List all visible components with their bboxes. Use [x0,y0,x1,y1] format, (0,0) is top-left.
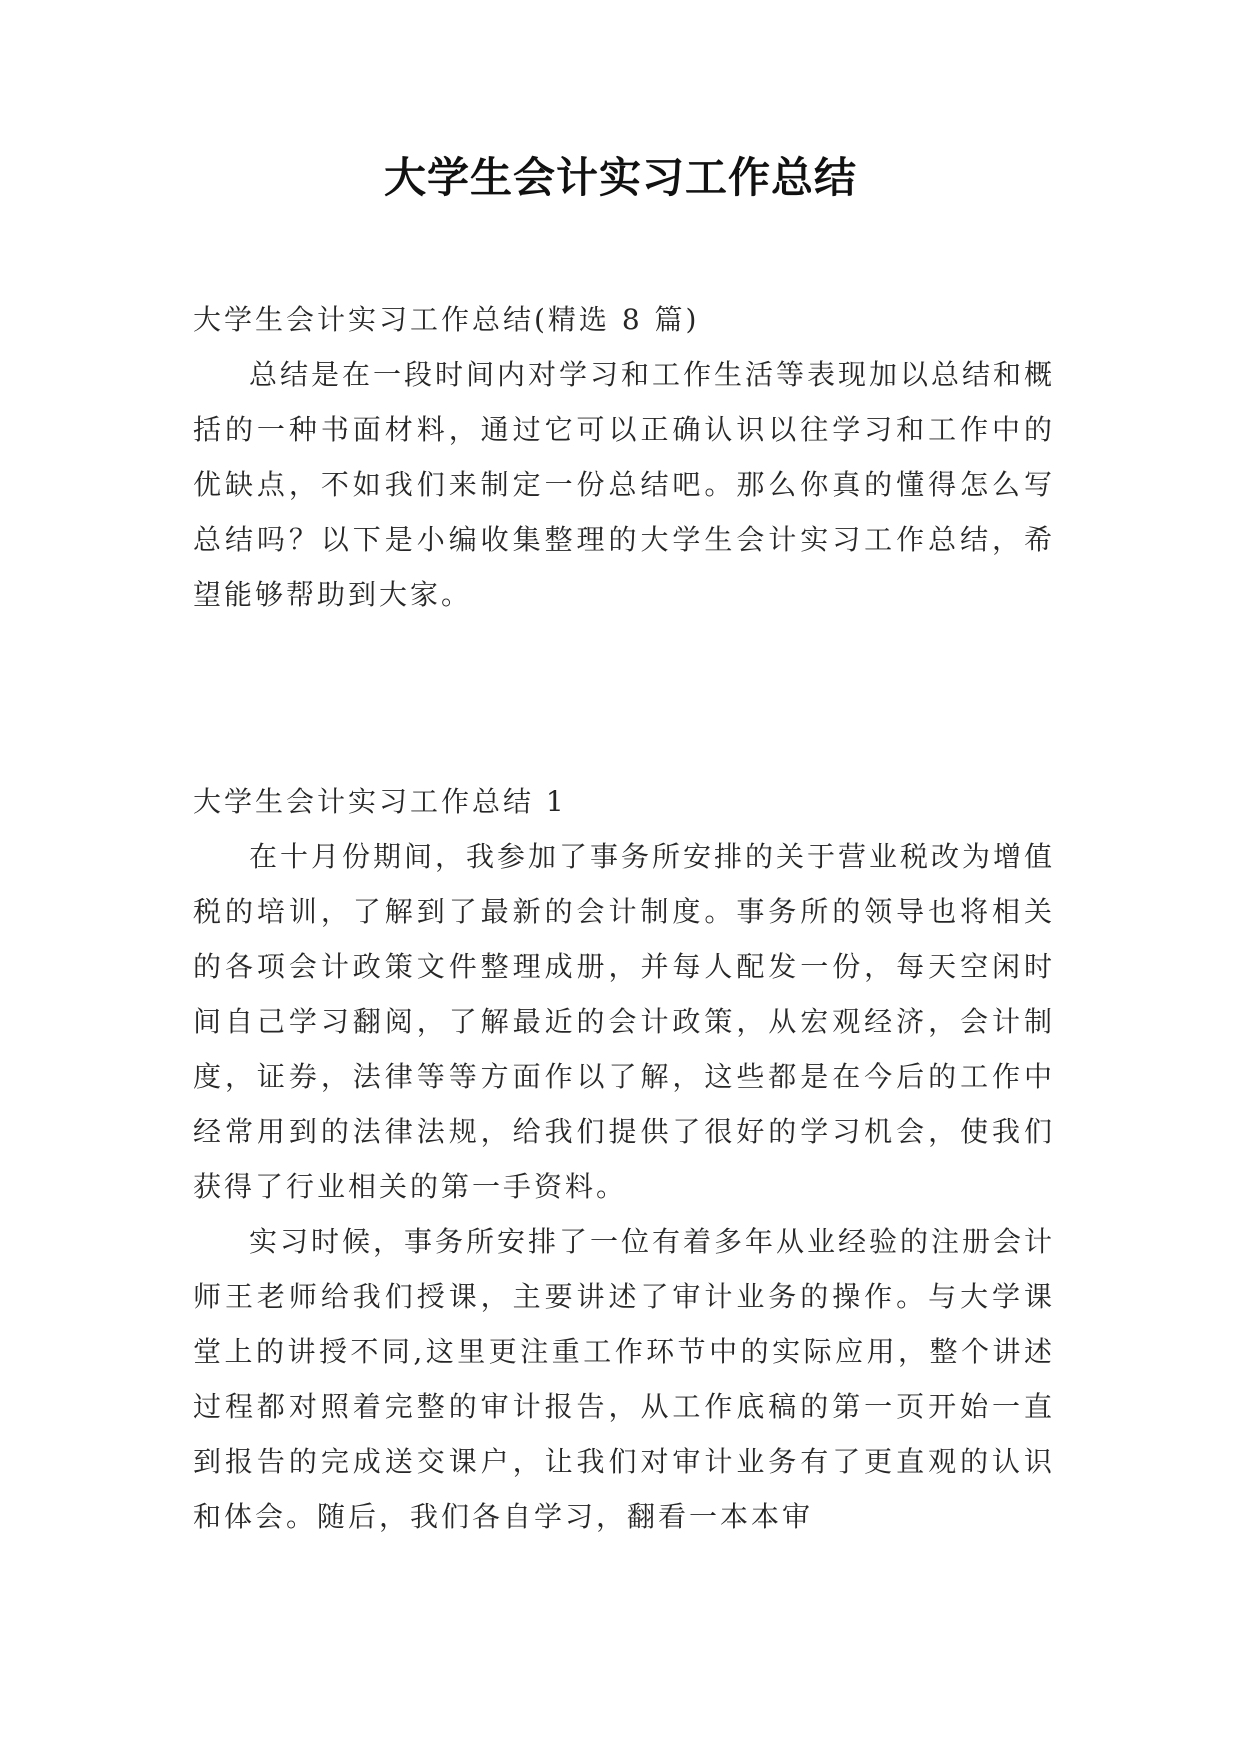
page-title: 大学生会计实习工作总结 [383,153,857,202]
intro-paragraph: 总结是在一段时间内对学习和工作生活等表现加以总结和概括的一种书面材料，通过它可以正确认识以往学习和工作中的优缺点，不如我们来制定一份总结吧。那么你真的懂得怎么写总结吗？以下是小编收集整理的大学生会计实习工作总结，希望能够帮助到大家。 [193,358,1056,611]
section-heading: 大学生会计实习工作总结 1 [193,785,567,818]
body-paragraph: 在十月份期间，我参加了事务所安排的关于营业税改为增值税的培训，了解到了最新的会计制度。事务所的领导也将相关的各项会计政策文件整理成册，并每人配发一份，每天空闲时间自己学习翻阅，了解最近的会计政策，从宏观经济，会计制度，证券，法律等等方面作以了解，这些都是在今后的工作中经常用到的法律法规，给我们提供了很好的学习机会，使我们获得了行业相关的第一手资料。 [193,840,1056,1203]
section-spacer [193,622,1055,774]
document-body [193,292,1055,1544]
document-subtitle: 大学生会计实习工作总结(精选 8 篇) [193,303,700,336]
body-paragraph: 实习时候，事务所安排了一位有着多年从业经验的注册会计师王老师给我们授课，主要讲述了审计业务的操作。与大学课堂上的讲授不同,这里更注重工作环节中的实际应用，整个讲述过程都对照着完整的审计报告，从工作底稿的第一页开始一直到报告的完成送交课户，让我们对审计业务有了更直观的认识和体会。随后，我们各自学习，翻看一本本审 [193,1225,1056,1533]
